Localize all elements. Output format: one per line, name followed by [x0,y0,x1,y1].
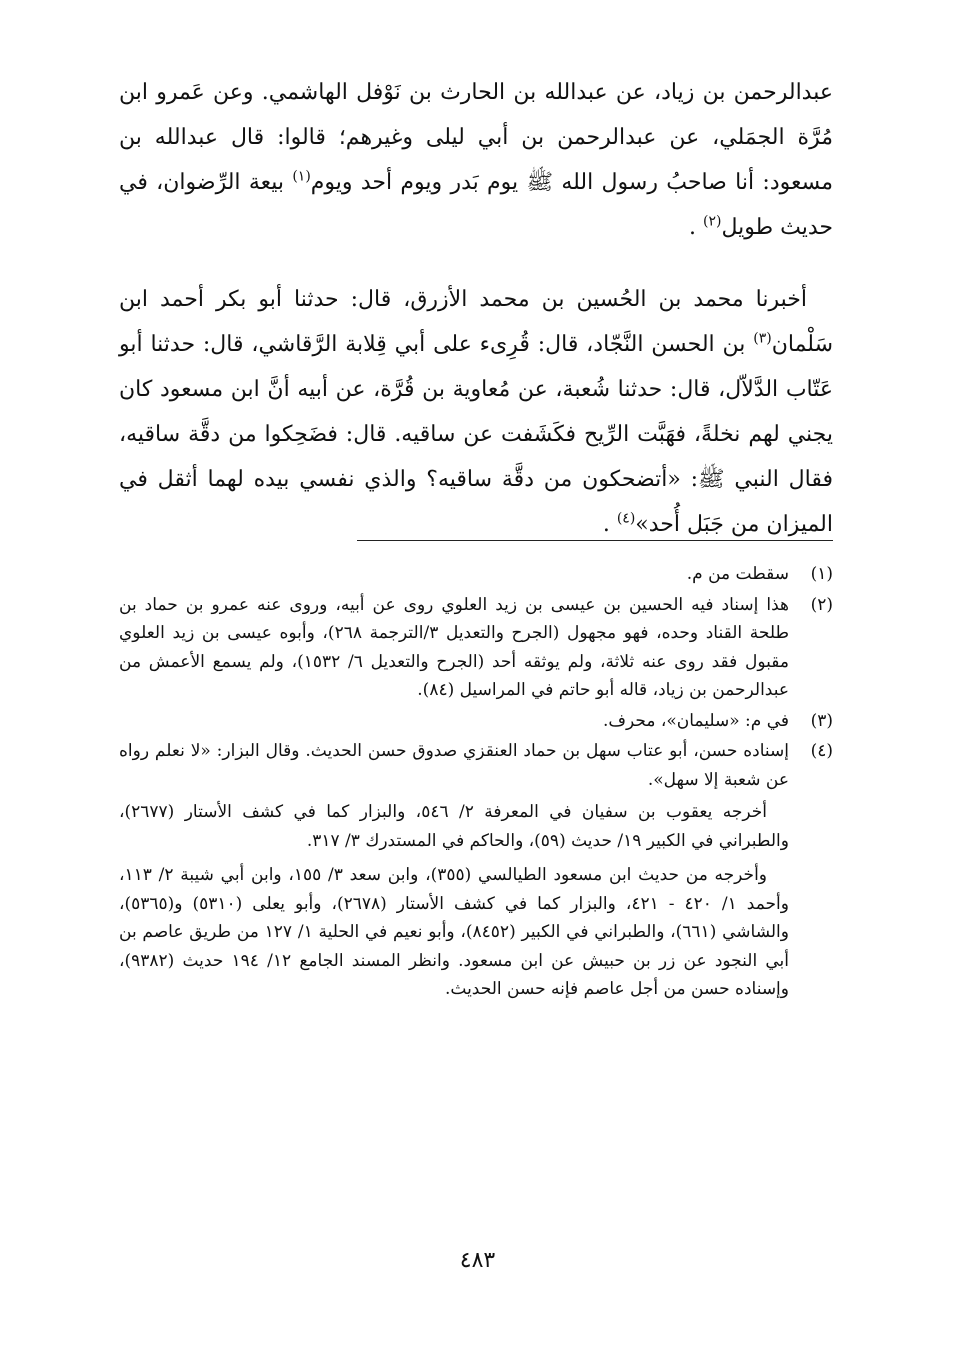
main-paragraph-2-text-b: بن الحسن النَّجّاد، قال: قُرِىء على أبي قِلابة الرَّقاشي، قال: حدثنا أبو عَتّاب الدَّلاّل، قال: حدثنا شُعبة، عن مُعاوية بن قُرَّة، عن أبيه أنَّ ابن مسعود كان يجني لهم نخلةً، فهَبَّت الرِّيح فكَشَفت عن ساقيه. قال: فضَحِكوا من دقَّة ساقيه، فقال النبي ﷺ: «أتضحكون من دقَّة ساقيه؟ والذي نفسي بيده لهما أثقل في الميزان من جَبَل أُحد» [119,332,833,537]
footnote-divider [357,540,833,541]
footnote-text: سقطت من م. [686,564,789,584]
footnote-1 [119,560,833,589]
main-text [119,70,833,547]
page-number: ٤٨٣ [459,1248,496,1273]
footnote-text: إسناده حسن، أبو عتاب سهل بن حماد العنقزي صدوق حسن الحديث. وقال البزار: «لا نعلم رواه عن شعبة إلا سهل». [119,741,789,790]
footnote-4 [119,737,833,794]
footnote-4-paragraph-1: أخرجه يعقوب بن سفيان في المعرفة ٢/ ٥٤٦، والبزار كما في كشف الأستار (٢٦٧٧)، والطبراني في الكبير ١٩/ حديث (٥٩)، والحاكم في المستدرك ٣/ ٣١٧. [119,802,789,851]
footnote-ref-1[interactable]: (١) [292,168,311,185]
main-paragraph-1-text-b: بيعة الرِّضوان، في حديث طويل [119,170,833,240]
footnote-ref-2[interactable]: (٢) [703,213,722,230]
footnote-number: (٢) [810,594,833,615]
footnotes [119,560,833,1004]
main-paragraph-1-text-a: عبدالرحمن بن زياد، عن عبدالله بن الحارث بن نَوْفل الهاشمي. وعن عَمرو ابن مُرَّة الجمَلي، عن عبدالرحمن بن أبي ليلى وغيرهم؛ قالوا: قال عبدالله بن مسعود: أنا صاحبُ رسول الله ﷺ يوم بَدر ويوم أحد ويوم [119,80,834,195]
footnote-text: هذا إسناد فيه الحسين بن عيسى بن زيد العلوي روى عن أبيه، وروى عنه عمرو بن حماد بن طلحة القناد وحده، فهو مجهول (الجرح والتعديل ٣/الترجمة ٢٦٨)، وأبوه عيسى بن زيد العلوي مقبول فقد روى عنه ثلاثة، ولم يوثقه أحد (الجرح والتعديل ٦/ ١٥٣٢)، ولم يسمع الأعمش من عبدالرحمن بن زياد، قاله أبو حاتم في المراسيل (٨٤). [119,594,789,700]
main-paragraph-1-text-c: . [689,215,703,240]
main-paragraph-1 [119,70,833,250]
footnote-number: (٤) [810,741,833,761]
footnote-2 [119,591,833,705]
footnote-ref-4[interactable]: (٤) [616,510,636,527]
main-paragraph-2 [119,277,833,547]
main-paragraph-2-text-c: . [602,512,617,537]
footnote-number: (٣) [810,710,833,731]
footnote-3 [119,707,833,736]
footnote-ref-3[interactable]: (٣) [753,330,772,347]
footnote-text: في م: «سليمان»، محرف. [602,710,789,731]
footnote-4-paragraph-2: وأخرجه من حديث ابن مسعود الطيالسي (٣٥٥)، وابن سعد ٣/ ١٥٥، وابن أبي شيبة ٢/ ١١٣، وأحمد ١/ ٤٢٠ - ٤٢١، والبزار كما في كشف الأستار (٢٦٧٨)، وأبو يعلى (٥٣١٠) و(٥٣٦٥)، والشاشي (٦٦١)، والطبراني في الكبير (٨٤٥٢)، وأبو نعيم في الحلية ١/ ١٢٧ من طريق عاصم بن أبي النجود عن زر بن حبيش عن ابن مسعود. وانظر المسند الجامع ١٢/ ١٩٤ حديث (٩٣٨٢)، وإسناده حسن من أجل عاصم فإنه حسن الحديث. [119,865,789,999]
main-paragraph-2-text-a: أخبرنا محمد بن الحُسين بن محمد الأزرق، قال: حدثنا أبو بكر أحمد ابن سَلْمان [119,287,833,357]
footnote-number: (١) [810,564,833,584]
